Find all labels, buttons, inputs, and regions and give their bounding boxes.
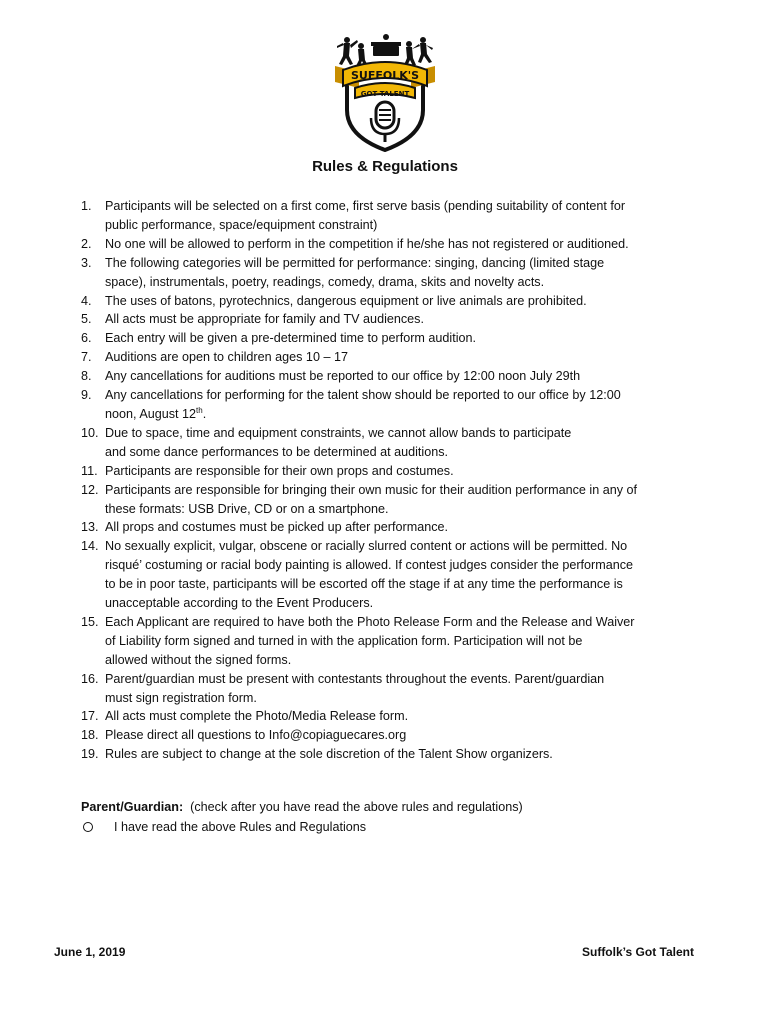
- rule-text: [105, 254, 701, 292]
- rule-text-main: Participants will be selected on a first come, first serve basis (pending suitability of content for public performance, space/equipment constraint): [105, 199, 626, 232]
- rule-item: [81, 537, 701, 613]
- acknowledgement-label: I have read the above Rules and Regulations: [114, 820, 367, 834]
- rule-text: [105, 310, 701, 329]
- rule-number: 4.: [81, 293, 92, 308]
- rule-text-main: All acts must complete the Photo/Media Release form.: [105, 709, 409, 724]
- rule-text-main: Any cancellations for auditions must be reported to our office by 12:00 noon July 29th: [105, 369, 581, 384]
- rule-item: [81, 235, 701, 254]
- rule-text: [105, 670, 701, 708]
- rules-list: [81, 197, 701, 764]
- footer-organization: Suffolk’s Got Talent: [581, 945, 694, 959]
- rule-item: [81, 348, 701, 367]
- rule-number: 10.: [81, 425, 99, 440]
- rule-number: 12.: [81, 482, 99, 497]
- rule-text-main: No one will be allowed to perform in the competition if he/she has not registered or auditioned.: [105, 236, 629, 251]
- rule-item: [81, 424, 701, 462]
- rule-number: 7.: [81, 350, 92, 365]
- rule-item: [81, 367, 701, 386]
- rule-text: [105, 329, 701, 348]
- rule-text: [105, 235, 701, 254]
- rule-number: 15.: [81, 614, 99, 629]
- rule-number: 1.: [81, 199, 92, 213]
- logo-line2: GOT TALENT: [360, 90, 410, 98]
- rule-text: [105, 197, 701, 235]
- footer-date: June 1, 2019: [54, 945, 126, 959]
- rule-item: [81, 462, 701, 481]
- rule-text: [105, 424, 701, 462]
- rule-text: [105, 518, 701, 537]
- rule-number: 13.: [81, 520, 99, 535]
- rule-number: 9.: [81, 388, 92, 403]
- rule-item: [81, 197, 701, 235]
- logo-line1: SUFFOLK'S: [350, 69, 420, 82]
- rule-text: [105, 707, 701, 726]
- rule-number: 2.: [81, 236, 92, 251]
- rule-item: [81, 745, 701, 764]
- rule-text-main: All props and costumes must be picked up after performance.: [105, 520, 449, 535]
- rule-text-main: Each Applicant are required to have both the Photo Release Form and the Release and Waiver of Liability form signed and turned in with the application form. Participation will not be allowed without the signed forms.: [105, 614, 635, 667]
- rule-text: [105, 745, 701, 764]
- rule-number: 3.: [81, 255, 92, 270]
- rule-item: [81, 310, 701, 329]
- acknowledgement-row: [83, 820, 366, 834]
- rule-text-main: Participants are responsible for bringing their own music for their audition performance in any of these formats: USB Drive, CD or on a smartphone.: [105, 482, 638, 516]
- rule-text: [105, 726, 701, 745]
- rule-item: [81, 726, 701, 745]
- parent-guardian-line: [81, 800, 523, 814]
- parent-guardian-instruction: (check after you have read the above rules and regulations): [190, 800, 523, 814]
- rule-number: 18.: [81, 728, 99, 743]
- rule-item: [81, 481, 701, 519]
- rule-item: [81, 329, 701, 348]
- rule-text-main: Please direct all questions to Info@copiaguecares.org: [105, 728, 407, 743]
- page-title: Rules & Regulations: [312, 158, 458, 175]
- rule-number: 14.: [81, 539, 99, 554]
- rule-text: [105, 348, 701, 367]
- rule-text: [105, 537, 701, 613]
- rule-number: 6.: [81, 331, 92, 346]
- rule-text-main: Any cancellations for performing for the talent show should be reported to our office by 12:00 noon, August 12: [105, 388, 621, 421]
- rule-text-main: Due to space, time and equipment constraints, we cannot allow bands to participate and some dance performances to be determined at auditions.: [105, 425, 572, 459]
- rule-item: [81, 386, 701, 424]
- rule-text-main: All acts must be appropriate for family and TV audiences.: [105, 312, 424, 327]
- suffolks-got-talent-logo: [329, 32, 441, 152]
- rule-number: 16.: [81, 671, 99, 686]
- rule-number: 19.: [81, 747, 99, 762]
- rule-text-main: Parent/guardian must be present with contestants throughout the events. Parent/guardian must sign registration form.: [105, 671, 605, 705]
- rule-number: 11.: [81, 463, 98, 478]
- rule-item: [81, 613, 701, 670]
- rule-text: [105, 613, 701, 670]
- acknowledgement-checkbox[interactable]: [83, 822, 93, 832]
- rule-text-main: No sexually explicit, vulgar, obscene or racially slurred content or actions will be permitted. No risqué’ costuming or racial body painting is allowed. If contest judges consider the performance to be in poor taste, participants will be escorted off the stage if at any time the performance is unacceptable according to the Event Producers.: [105, 539, 634, 611]
- rule-text-main: Auditions are open to children ages 10 – 17: [105, 350, 348, 365]
- rule-number: 17.: [81, 709, 99, 724]
- rule-text: [105, 462, 701, 481]
- rule-item: [81, 254, 701, 292]
- rule-text-main: The following categories will be permitted for performance: singing, dancing (limited stage space), instrumentals, poetry, readings, comedy, drama, skits and novelty acts.: [105, 255, 605, 289]
- rule-text-main: Rules are subject to change at the sole discretion of the Talent Show organizers.: [105, 747, 553, 762]
- rule-superscript: th: [196, 405, 203, 415]
- rule-text: [105, 481, 701, 519]
- rule-text: [105, 292, 701, 311]
- rule-text: [105, 386, 701, 424]
- parent-guardian-label: Parent/Guardian:: [81, 800, 184, 814]
- rule-number: 8.: [81, 369, 92, 384]
- rule-text-end: .: [202, 406, 207, 421]
- rule-number: 5.: [81, 312, 92, 327]
- rule-text: [105, 367, 701, 386]
- rule-item: [81, 518, 701, 537]
- rule-item: [81, 670, 701, 708]
- rule-text-main: The uses of batons, pyrotechnics, dangerous equipment or live animals are prohibited.: [105, 293, 587, 308]
- rule-item: [81, 292, 701, 311]
- rule-item: [81, 707, 701, 726]
- rule-text-main: Participants are responsible for their own props and costumes.: [105, 463, 454, 478]
- rule-text-main: Each entry will be given a pre-determined time to perform audition.: [105, 331, 476, 346]
